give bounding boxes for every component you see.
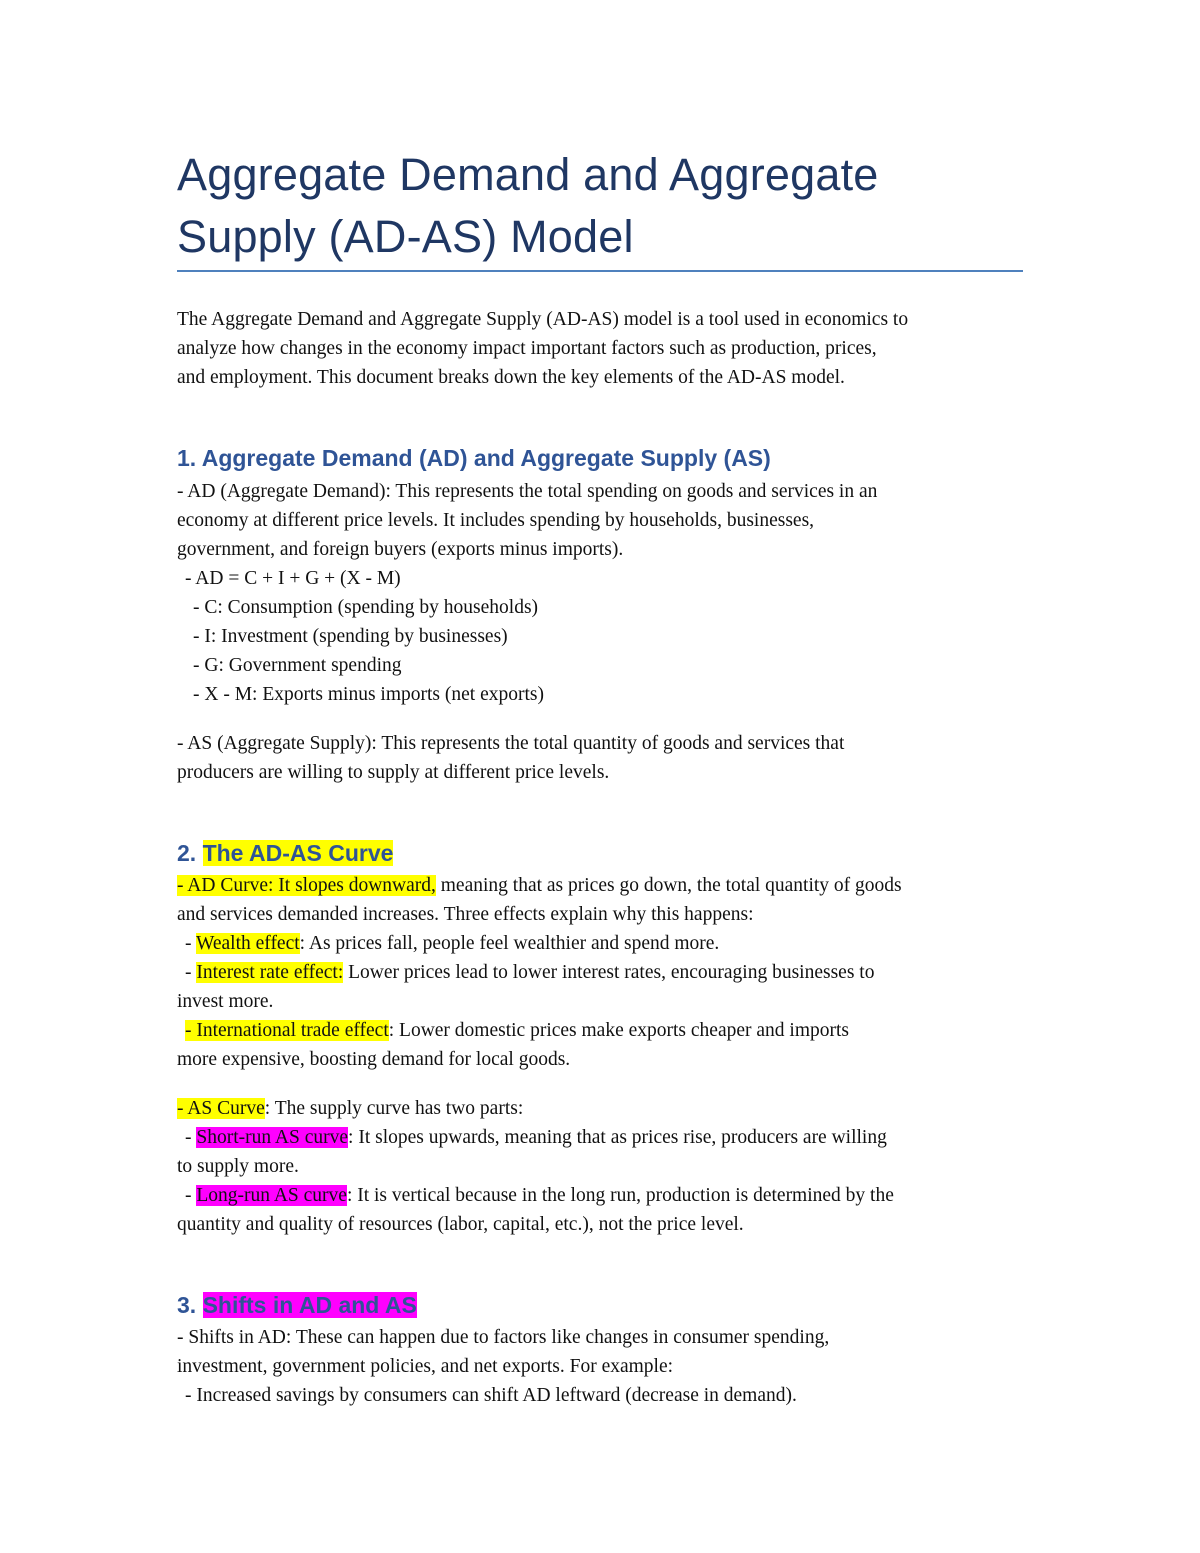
highlighted-text: - International trade effect: [185, 1020, 389, 1041]
highlighted-text: Interest rate effect:: [196, 962, 344, 983]
title-line-1: Aggregate Demand and Aggregate: [177, 149, 879, 200]
interest-effect-line: invest more.: [177, 991, 274, 1012]
section-2-heading: [177, 838, 1027, 868]
section-3: [177, 1290, 1027, 1410]
intro-line: and employment. This document breaks down the key elements of the AD-AS model.: [177, 367, 845, 388]
highlighted-text: - AS Curve: [177, 1098, 265, 1119]
highlighted-text: Long-run AS curve: [196, 1185, 347, 1206]
text: meaning that as prices go down, the total quantity of goods: [435, 875, 902, 896]
intro-line: analyze how changes in the economy impact important factors such as production, prices,: [177, 338, 877, 359]
highlighted-text: Short-run AS curve: [196, 1127, 349, 1148]
title-line-2: Supply (AD-AS) Model: [177, 211, 634, 262]
text: -: [185, 1127, 197, 1148]
heading-highlight: The AD-AS Curve: [202, 840, 394, 866]
ad-component: - C: Consumption (spending by households): [193, 597, 539, 618]
ad-curve-line: and services demanded increases. Three effects explain why this happens:: [177, 904, 754, 925]
ad-curve-line: [177, 871, 1027, 900]
ad-definition-line: economy at different price levels. It includes spending by households, businesses,: [177, 510, 815, 531]
trade-effect-line: more expensive, boosting demand for local goods.: [177, 1049, 571, 1070]
long-run-as-line: [177, 1181, 1027, 1210]
ad-component: - G: Government spending: [193, 655, 402, 676]
text: -: [185, 933, 197, 954]
intro-line: The Aggregate Demand and Aggregate Supply (AD-AS) model is a tool used in economics to: [177, 309, 909, 330]
highlighted-text: Wealth effect: [196, 933, 300, 954]
ad-formula: - AD = C + I + G + (X - M): [185, 568, 401, 589]
section-1-heading: 1. Aggregate Demand (AD) and Aggregate Supply (AS): [177, 445, 771, 471]
as-curve-line: [177, 1094, 1027, 1123]
text: : Lower domestic prices make exports cheaper and imports: [388, 1020, 849, 1041]
ad-component: - I: Investment (spending by businesses): [193, 626, 508, 647]
shifts-ad-line: investment, government policies, and net exports. For example:: [177, 1356, 674, 1377]
shifts-ad-example: - Increased savings by consumers can shift AD leftward (decrease in demand).: [185, 1385, 797, 1406]
text: : The supply curve has two parts:: [264, 1098, 524, 1119]
text: : It slopes upwards, meaning that as prices rise, producers are willing: [348, 1127, 887, 1148]
trade-effect-line: [177, 1016, 1027, 1045]
interest-effect-line: [177, 958, 1027, 987]
short-run-as-line: [177, 1123, 1027, 1152]
ad-definition-line: - AD (Aggregate Demand): This represents the total spending on goods and services in an: [177, 481, 878, 502]
title-underline: [177, 270, 1023, 272]
as-definition-line: producers are willing to supply at different price levels.: [177, 762, 610, 783]
shifts-ad-line: - Shifts in AD: These can happen due to factors like changes in consumer spending,: [177, 1327, 830, 1348]
intro-paragraph: [177, 305, 1027, 392]
heading-number: 2.: [177, 840, 203, 866]
ad-component: - X - M: Exports minus imports (net exports): [193, 684, 544, 705]
document-title: [177, 144, 1027, 268]
section-1: [177, 443, 1027, 787]
heading-number: 3.: [177, 1292, 203, 1318]
heading-highlight: Shifts in AD and AS: [202, 1292, 417, 1318]
highlighted-text: - AD Curve: It slopes downward,: [177, 875, 436, 896]
wealth-effect-line: [177, 929, 1027, 958]
short-run-as-line: to supply more.: [177, 1156, 299, 1177]
text: Lower prices lead to lower interest rates, encouraging businesses to: [343, 962, 875, 983]
text: : It is vertical because in the long run, production is determined by the: [346, 1185, 894, 1206]
ad-definition-line: government, and foreign buyers (exports minus imports).: [177, 539, 624, 560]
section-3-heading: [177, 1290, 1027, 1320]
as-definition-line: - AS (Aggregate Supply): This represents the total quantity of goods and services that: [177, 733, 845, 754]
long-run-as-line: quantity and quality of resources (labor, capital, etc.), not the price level.: [177, 1214, 744, 1235]
text: -: [185, 962, 197, 983]
text: -: [185, 1185, 197, 1206]
text: : As prices fall, people feel wealthier and spend more.: [299, 933, 720, 954]
section-2: [177, 838, 1027, 1239]
